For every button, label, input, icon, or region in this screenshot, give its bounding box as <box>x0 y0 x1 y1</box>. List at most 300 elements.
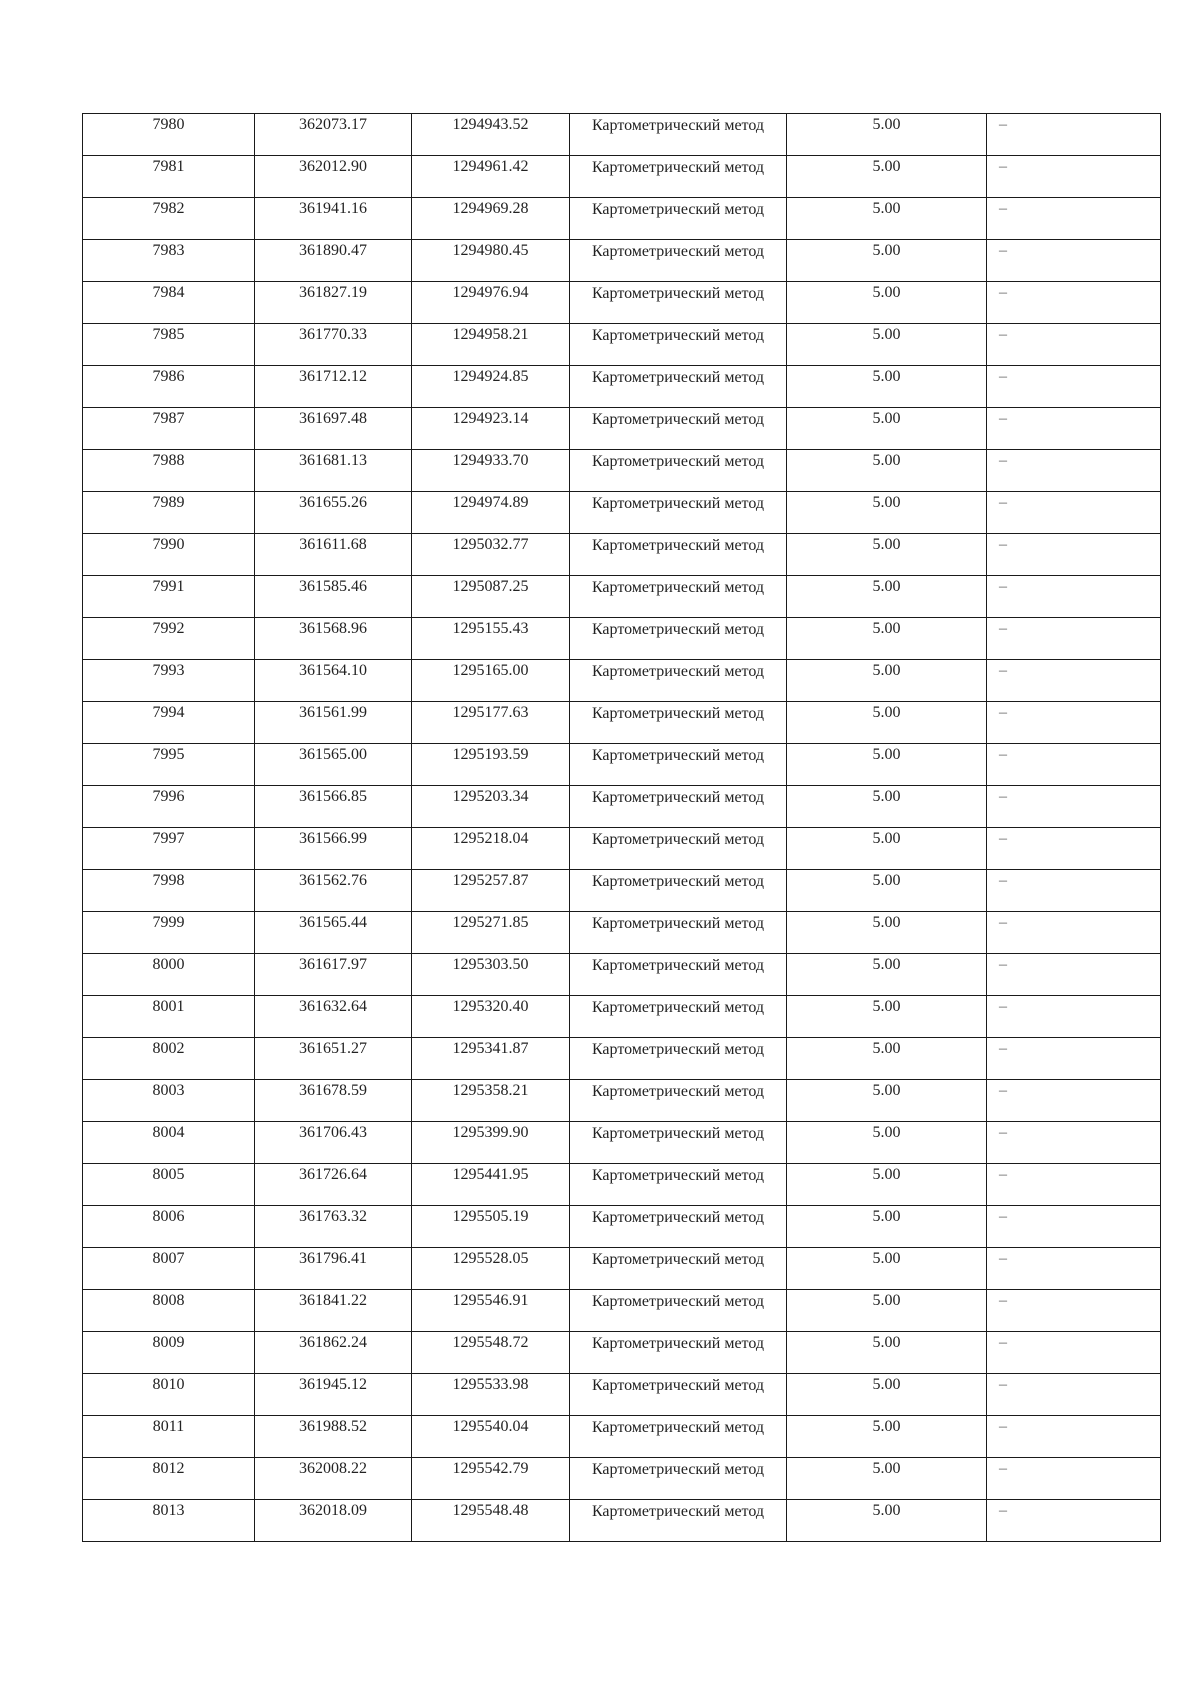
x-coordinate-cell-text: 361651.27 <box>299 1040 367 1057</box>
method-cell <box>570 1332 787 1374</box>
accuracy-cell-text: 5.00 <box>872 704 901 721</box>
accuracy-cell <box>787 198 987 240</box>
method-cell-text: Картометрический метод <box>591 1167 765 1184</box>
note-cell-text: – <box>999 284 1007 301</box>
table-row <box>83 282 1161 324</box>
method-cell <box>570 1458 787 1500</box>
y-coordinate-cell-text: 1295358.21 <box>452 1082 529 1099</box>
accuracy-cell-text: 5.00 <box>872 998 901 1015</box>
note-cell <box>987 996 1161 1038</box>
point-number-cell <box>83 702 255 744</box>
method-cell <box>570 576 787 618</box>
method-cell <box>570 702 787 744</box>
note-cell <box>987 366 1161 408</box>
accuracy-cell-text: 5.00 <box>872 914 901 931</box>
point-number-cell <box>83 1290 255 1332</box>
accuracy-cell <box>787 240 987 282</box>
note-cell-text: – <box>999 242 1007 259</box>
method-cell-text: Картометрический метод <box>591 789 765 806</box>
accuracy-cell <box>787 366 987 408</box>
accuracy-cell <box>787 324 987 366</box>
method-cell <box>570 366 787 408</box>
accuracy-cell-text: 5.00 <box>872 1292 901 1309</box>
accuracy-cell-text: 5.00 <box>872 620 901 637</box>
accuracy-cell-text: 5.00 <box>872 494 901 511</box>
accuracy-cell-text: 5.00 <box>872 1082 901 1099</box>
accuracy-cell-text: 5.00 <box>872 116 901 133</box>
y-coordinate-cell-text: 1295320.40 <box>452 998 529 1015</box>
table-row <box>83 198 1161 240</box>
accuracy-cell-text: 5.00 <box>872 830 901 847</box>
y-coordinate-cell-text: 1295218.04 <box>452 830 529 847</box>
y-coordinate-cell <box>412 1374 570 1416</box>
method-cell <box>570 1080 787 1122</box>
method-cell-text: Картометрический метод <box>591 369 765 386</box>
method-cell-text: Картометрический метод <box>591 831 765 848</box>
y-coordinate-cell-text: 1294980.45 <box>452 242 529 259</box>
accuracy-cell <box>787 996 987 1038</box>
point-number-cell <box>83 114 255 156</box>
note-cell-text: – <box>999 1376 1007 1393</box>
note-cell <box>987 1206 1161 1248</box>
method-cell-text: Картометрический метод <box>591 1041 765 1058</box>
table-row <box>83 366 1161 408</box>
x-coordinate-cell-text: 361827.19 <box>299 284 367 301</box>
method-cell <box>570 1038 787 1080</box>
method-cell-text: Картометрический метод <box>591 579 765 596</box>
x-coordinate-cell-text: 361941.16 <box>299 200 367 217</box>
accuracy-cell-text: 5.00 <box>872 872 901 889</box>
x-coordinate-cell <box>255 576 412 618</box>
method-cell <box>570 240 787 282</box>
y-coordinate-cell-text: 1295542.79 <box>452 1460 529 1477</box>
table-row <box>83 1164 1161 1206</box>
accuracy-cell-text: 5.00 <box>872 1166 901 1183</box>
method-cell-text: Картометрический метод <box>591 1251 765 1268</box>
x-coordinate-cell-text: 361726.64 <box>299 1166 367 1183</box>
table-row <box>83 1122 1161 1164</box>
x-coordinate-cell-text: 361763.32 <box>299 1208 367 1225</box>
note-cell <box>987 156 1161 198</box>
point-number-cell-text: 8011 <box>152 1418 185 1435</box>
point-number-cell-text: 8000 <box>152 956 185 973</box>
note-cell <box>987 534 1161 576</box>
point-number-cell <box>83 1038 255 1080</box>
note-cell <box>987 1038 1161 1080</box>
accuracy-cell <box>787 576 987 618</box>
accuracy-cell <box>787 660 987 702</box>
note-cell-text: – <box>999 1502 1007 1519</box>
note-cell <box>987 1500 1161 1542</box>
table-row <box>83 744 1161 786</box>
note-cell <box>987 1458 1161 1500</box>
table-row <box>83 1374 1161 1416</box>
y-coordinate-cell-text: 1295087.25 <box>452 578 529 595</box>
x-coordinate-cell-text: 361562.76 <box>299 872 367 889</box>
x-coordinate-cell <box>255 1206 412 1248</box>
note-cell <box>987 240 1161 282</box>
accuracy-cell-text: 5.00 <box>872 1250 901 1267</box>
note-cell <box>987 1080 1161 1122</box>
y-coordinate-cell <box>412 996 570 1038</box>
table-row <box>83 450 1161 492</box>
accuracy-cell <box>787 786 987 828</box>
table-row <box>83 492 1161 534</box>
y-coordinate-cell <box>412 156 570 198</box>
y-coordinate-cell <box>412 450 570 492</box>
x-coordinate-cell-text: 361655.26 <box>299 494 367 511</box>
y-coordinate-cell-text: 1294924.85 <box>452 368 529 385</box>
x-coordinate-cell <box>255 408 412 450</box>
method-cell-text: Картометрический метод <box>591 453 765 470</box>
table-row <box>83 240 1161 282</box>
accuracy-cell-text: 5.00 <box>872 158 901 175</box>
y-coordinate-cell-text: 1295341.87 <box>452 1040 529 1057</box>
y-coordinate-cell <box>412 576 570 618</box>
y-coordinate-cell-text: 1294969.28 <box>452 200 529 217</box>
point-number-cell-text: 8008 <box>152 1292 185 1309</box>
method-cell-text: Картометрический метод <box>591 957 765 974</box>
note-cell <box>987 786 1161 828</box>
note-cell <box>987 408 1161 450</box>
accuracy-cell <box>787 954 987 996</box>
y-coordinate-cell-text: 1295540.04 <box>452 1418 529 1435</box>
table-row <box>83 870 1161 912</box>
table-row <box>83 660 1161 702</box>
note-cell-text: – <box>999 1460 1007 1477</box>
y-coordinate-cell-text: 1294958.21 <box>452 326 529 343</box>
method-cell-text: Картометрический метод <box>591 663 765 680</box>
accuracy-cell <box>787 1164 987 1206</box>
note-cell <box>987 282 1161 324</box>
point-number-cell-text: 8005 <box>152 1166 185 1183</box>
note-cell <box>987 492 1161 534</box>
method-cell-text: Картометрический метод <box>591 201 765 218</box>
note-cell <box>987 1290 1161 1332</box>
x-coordinate-cell-text: 361697.48 <box>299 410 367 427</box>
y-coordinate-cell <box>412 198 570 240</box>
y-coordinate-cell-text: 1294943.52 <box>452 116 529 133</box>
x-coordinate-cell <box>255 660 412 702</box>
x-coordinate-cell <box>255 996 412 1038</box>
note-cell-text: – <box>999 830 1007 847</box>
x-coordinate-cell <box>255 1080 412 1122</box>
method-cell-text: Картометрический метод <box>591 327 765 344</box>
note-cell-text: – <box>999 1208 1007 1225</box>
accuracy-cell <box>787 618 987 660</box>
method-cell-text: Картометрический метод <box>591 999 765 1016</box>
x-coordinate-cell-text: 361617.97 <box>299 956 367 973</box>
y-coordinate-cell-text: 1295203.34 <box>452 788 529 805</box>
point-number-cell-text: 7987 <box>152 410 185 427</box>
y-coordinate-cell-text: 1295303.50 <box>452 956 529 973</box>
method-cell-text: Картометрический метод <box>591 495 765 512</box>
note-cell-text: – <box>999 116 1007 133</box>
y-coordinate-cell-text: 1295441.95 <box>452 1166 529 1183</box>
y-coordinate-cell <box>412 282 570 324</box>
method-cell <box>570 198 787 240</box>
table-row <box>83 1248 1161 1290</box>
y-coordinate-cell <box>412 408 570 450</box>
note-cell-text: – <box>999 662 1007 679</box>
point-number-cell <box>83 786 255 828</box>
point-number-cell <box>83 1500 255 1542</box>
note-cell <box>987 1122 1161 1164</box>
table-row <box>83 702 1161 744</box>
note-cell-text: – <box>999 620 1007 637</box>
point-number-cell-text: 7992 <box>152 620 185 637</box>
accuracy-cell-text: 5.00 <box>872 1208 901 1225</box>
y-coordinate-cell-text: 1295257.87 <box>452 872 529 889</box>
accuracy-cell-text: 5.00 <box>872 1334 901 1351</box>
table-row <box>83 576 1161 618</box>
method-cell <box>570 1500 787 1542</box>
table-row <box>83 954 1161 996</box>
method-cell <box>570 408 787 450</box>
method-cell-text: Картометрический метод <box>591 1419 765 1436</box>
y-coordinate-cell-text: 1295505.19 <box>452 1208 529 1225</box>
method-cell <box>570 912 787 954</box>
accuracy-cell-text: 5.00 <box>872 368 901 385</box>
accuracy-cell <box>787 912 987 954</box>
y-coordinate-cell <box>412 618 570 660</box>
y-coordinate-cell-text: 1295399.90 <box>452 1124 529 1141</box>
method-cell <box>570 996 787 1038</box>
accuracy-cell-text: 5.00 <box>872 578 901 595</box>
y-coordinate-cell <box>412 324 570 366</box>
y-coordinate-cell <box>412 870 570 912</box>
note-cell-text: – <box>999 200 1007 217</box>
x-coordinate-cell <box>255 198 412 240</box>
x-coordinate-cell-text: 361564.10 <box>299 662 367 679</box>
method-cell-text: Картометрический метод <box>591 1209 765 1226</box>
accuracy-cell-text: 5.00 <box>872 956 901 973</box>
method-cell-text: Картометрический метод <box>591 1503 765 1520</box>
x-coordinate-cell-text: 361945.12 <box>299 1376 367 1393</box>
point-number-cell-text: 7985 <box>152 326 185 343</box>
accuracy-cell-text: 5.00 <box>872 1040 901 1057</box>
table-row <box>83 156 1161 198</box>
x-coordinate-cell-text: 361678.59 <box>299 1082 367 1099</box>
method-cell-text: Картометрический метод <box>591 873 765 890</box>
y-coordinate-cell <box>412 1038 570 1080</box>
x-coordinate-cell <box>255 156 412 198</box>
point-number-cell <box>83 1080 255 1122</box>
x-coordinate-cell-text: 361681.13 <box>299 452 367 469</box>
y-coordinate-cell-text: 1295528.05 <box>452 1250 529 1267</box>
method-cell-text: Картометрический метод <box>591 1293 765 1310</box>
table-row <box>83 114 1161 156</box>
method-cell-text: Картометрический метод <box>591 1461 765 1478</box>
point-number-cell-text: 7988 <box>152 452 185 469</box>
accuracy-cell-text: 5.00 <box>872 746 901 763</box>
point-number-cell <box>83 912 255 954</box>
table-row <box>83 1332 1161 1374</box>
x-coordinate-cell <box>255 534 412 576</box>
note-cell <box>987 660 1161 702</box>
accuracy-cell <box>787 1332 987 1374</box>
x-coordinate-cell <box>255 828 412 870</box>
y-coordinate-cell <box>412 1290 570 1332</box>
method-cell-text: Картометрический метод <box>591 1083 765 1100</box>
accuracy-cell-text: 5.00 <box>872 1418 901 1435</box>
x-coordinate-cell-text: 362073.17 <box>299 116 367 133</box>
point-number-cell <box>83 828 255 870</box>
accuracy-cell <box>787 1080 987 1122</box>
x-coordinate-cell-text: 361611.68 <box>299 536 367 553</box>
note-cell <box>987 1164 1161 1206</box>
y-coordinate-cell <box>412 1122 570 1164</box>
method-cell <box>570 114 787 156</box>
accuracy-cell <box>787 114 987 156</box>
point-number-cell-text: 7999 <box>152 914 185 931</box>
accuracy-cell-text: 5.00 <box>872 452 901 469</box>
note-cell-text: – <box>999 578 1007 595</box>
y-coordinate-cell-text: 1294933.70 <box>452 452 529 469</box>
accuracy-cell-text: 5.00 <box>872 410 901 427</box>
y-coordinate-cell <box>412 114 570 156</box>
table-row <box>83 408 1161 450</box>
method-cell <box>570 954 787 996</box>
point-number-cell <box>83 408 255 450</box>
note-cell-text: – <box>999 872 1007 889</box>
point-number-cell-text: 7996 <box>152 788 185 805</box>
point-number-cell-text: 7990 <box>152 536 185 553</box>
y-coordinate-cell-text: 1295548.72 <box>452 1334 529 1351</box>
point-number-cell-text: 7995 <box>152 746 185 763</box>
point-number-cell-text: 8007 <box>152 1250 185 1267</box>
accuracy-cell <box>787 1374 987 1416</box>
accuracy-cell <box>787 1290 987 1332</box>
table-row <box>83 1290 1161 1332</box>
table-row <box>83 828 1161 870</box>
y-coordinate-cell-text: 1295155.43 <box>452 620 529 637</box>
method-cell <box>570 744 787 786</box>
point-number-cell <box>83 618 255 660</box>
y-coordinate-cell <box>412 1500 570 1542</box>
method-cell <box>570 1164 787 1206</box>
method-cell <box>570 828 787 870</box>
accuracy-cell <box>787 1206 987 1248</box>
note-cell <box>987 1374 1161 1416</box>
point-number-cell <box>83 1374 255 1416</box>
y-coordinate-cell <box>412 534 570 576</box>
point-number-cell-text: 7989 <box>152 494 185 511</box>
method-cell-text: Картометрический метод <box>591 285 765 302</box>
point-number-cell-text: 7982 <box>152 200 185 217</box>
note-cell-text: – <box>999 1334 1007 1351</box>
note-cell <box>987 870 1161 912</box>
note-cell <box>987 1248 1161 1290</box>
accuracy-cell-text: 5.00 <box>872 242 901 259</box>
y-coordinate-cell-text: 1294974.89 <box>452 494 529 511</box>
x-coordinate-cell-text: 361841.22 <box>299 1292 367 1309</box>
x-coordinate-cell-text: 362012.90 <box>299 158 367 175</box>
point-number-cell-text: 8010 <box>152 1376 185 1393</box>
note-cell <box>987 450 1161 492</box>
method-cell-text: Картометрический метод <box>591 537 765 554</box>
note-cell-text: – <box>999 956 1007 973</box>
table-row <box>83 534 1161 576</box>
method-cell-text: Картометрический метод <box>591 915 765 932</box>
x-coordinate-cell-text: 361712.12 <box>299 368 367 385</box>
y-coordinate-cell-text: 1294976.94 <box>452 284 529 301</box>
y-coordinate-cell <box>412 492 570 534</box>
point-number-cell <box>83 1332 255 1374</box>
accuracy-cell <box>787 408 987 450</box>
point-number-cell <box>83 870 255 912</box>
point-number-cell-text: 7991 <box>152 578 185 595</box>
x-coordinate-cell <box>255 1248 412 1290</box>
table-row <box>83 1038 1161 1080</box>
y-coordinate-cell-text: 1295271.85 <box>452 914 529 931</box>
point-number-cell <box>83 1164 255 1206</box>
point-number-cell-text: 7993 <box>152 662 185 679</box>
note-cell <box>987 954 1161 996</box>
method-cell-text: Картометрический метод <box>591 621 765 638</box>
x-coordinate-cell-text: 361565.00 <box>299 746 367 763</box>
note-cell-text: – <box>999 368 1007 385</box>
note-cell-text: – <box>999 536 1007 553</box>
method-cell <box>570 282 787 324</box>
y-coordinate-cell <box>412 744 570 786</box>
x-coordinate-cell <box>255 1038 412 1080</box>
y-coordinate-cell-text: 1295032.77 <box>452 536 529 553</box>
x-coordinate-cell-text: 361565.44 <box>299 914 367 931</box>
method-cell-text: Картометрический метод <box>591 747 765 764</box>
method-cell <box>570 660 787 702</box>
y-coordinate-cell-text: 1294923.14 <box>452 410 529 427</box>
x-coordinate-cell-text: 361706.43 <box>299 1124 367 1141</box>
y-coordinate-cell <box>412 660 570 702</box>
accuracy-cell <box>787 534 987 576</box>
point-number-cell <box>83 996 255 1038</box>
x-coordinate-cell <box>255 1290 412 1332</box>
note-cell <box>987 576 1161 618</box>
y-coordinate-cell-text: 1295533.98 <box>452 1376 529 1393</box>
table-row <box>83 1206 1161 1248</box>
x-coordinate-cell <box>255 744 412 786</box>
note-cell-text: – <box>999 788 1007 805</box>
accuracy-cell <box>787 1458 987 1500</box>
x-coordinate-cell-text: 361796.41 <box>299 1250 367 1267</box>
method-cell-text: Картометрический метод <box>591 1377 765 1394</box>
y-coordinate-cell-text: 1295546.91 <box>452 1292 529 1309</box>
coordinates-table <box>82 113 1161 1542</box>
method-cell <box>570 156 787 198</box>
table-row <box>83 1416 1161 1458</box>
x-coordinate-cell <box>255 954 412 996</box>
method-cell-text: Картометрический метод <box>591 411 765 428</box>
x-coordinate-cell <box>255 1416 412 1458</box>
x-coordinate-cell-text: 362008.22 <box>299 1460 367 1477</box>
note-cell <box>987 1332 1161 1374</box>
point-number-cell <box>83 450 255 492</box>
point-number-cell-text: 7984 <box>152 284 185 301</box>
method-cell <box>570 492 787 534</box>
accuracy-cell-text: 5.00 <box>872 326 901 343</box>
note-cell <box>987 702 1161 744</box>
point-number-cell <box>83 744 255 786</box>
note-cell <box>987 324 1161 366</box>
method-cell-text: Картометрический метод <box>591 705 765 722</box>
point-number-cell <box>83 954 255 996</box>
y-coordinate-cell-text: 1295548.48 <box>452 1502 529 1519</box>
note-cell <box>987 828 1161 870</box>
x-coordinate-cell-text: 362018.09 <box>299 1502 367 1519</box>
note-cell-text: – <box>999 704 1007 721</box>
note-cell-text: – <box>999 746 1007 763</box>
